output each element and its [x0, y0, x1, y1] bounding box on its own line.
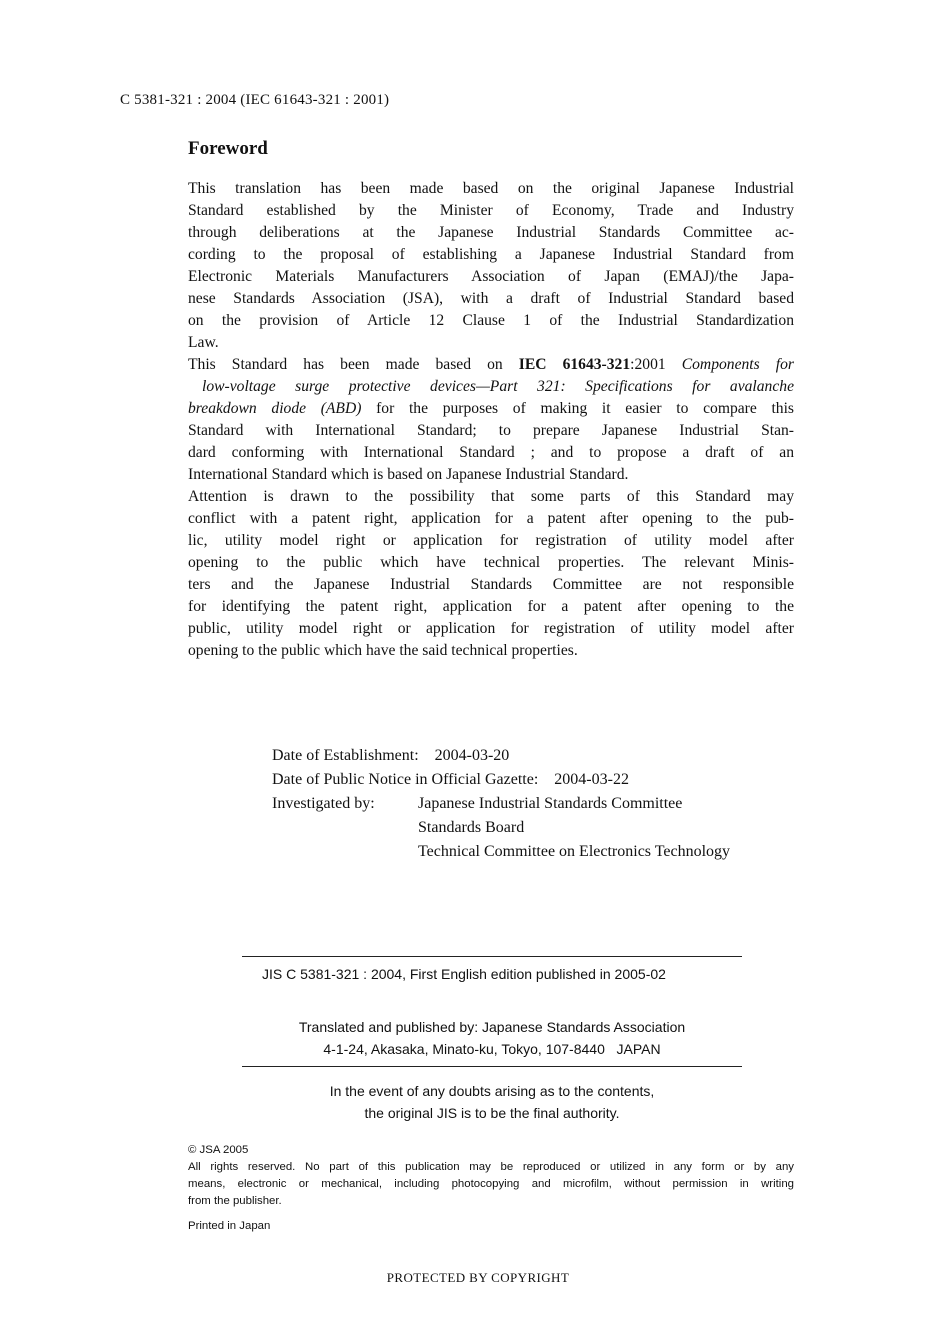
iec-title: low-voltage surge protective devices—Part 321: Specifications for avalanche: [202, 378, 794, 395]
investigated-by-row: [272, 792, 730, 816]
investigated-by-value: Standards Board: [418, 819, 525, 836]
foreword-p3-line: opening to the public which have the said technical properties.: [188, 642, 578, 659]
iec-year: :2001: [630, 356, 682, 373]
investigated-by-label: Investigated by:: [272, 795, 375, 812]
foreword-p3-line: ters and the Japanese Industrial Standards Committee are not responsible: [188, 576, 794, 593]
notice-line: In the event of any doubts arising as to the contents,: [329, 1083, 655, 1099]
foreword-p3-line: conflict with a patent right, application for a patent after opening to the pub-: [188, 510, 794, 527]
foreword-p2-text: for the purposes of making it easier to compare this: [361, 400, 795, 417]
gazette-date-row: [272, 768, 730, 792]
divider: [242, 1066, 742, 1067]
foreword-p3-line: public, utility model right or application for registration of utility model after: [188, 620, 794, 637]
copyright-holder: © JSA 2005: [188, 1144, 249, 1156]
foreword-p3-line: lic, utility model right or application for registration of utility model after: [188, 532, 794, 549]
foreword-title: Foreword: [188, 138, 268, 159]
foreword-p3-line: opening to the public which have technical properties. The relevant Minis-: [188, 554, 794, 571]
document-id: C 5381-321 : 2004 (IEC 61643-321 : 2001): [120, 92, 390, 108]
investigated-by-value: Technical Committee on Electronics Technology: [418, 843, 731, 860]
gazette-date-label: Date of Public Notice in Official Gazette:: [272, 771, 539, 788]
foreword-p1-line: on the provision of Article 12 Clause 1 of the Industrial Standardization: [188, 312, 794, 329]
establishment-date-value: 2004-03-20: [434, 747, 510, 764]
foreword-body: [188, 178, 794, 662]
publisher-info: [242, 1016, 742, 1060]
foreword-p1-line: Law.: [188, 334, 219, 351]
iec-reference: IEC 61643-321: [518, 356, 631, 373]
notice-line: the original JIS is to be the final authority.: [364, 1105, 620, 1121]
protected-notice: PROTECTED BY COPYRIGHT: [386, 1270, 570, 1285]
publisher-address: 4-1-24, Akasaka, Minato-ku, Tokyo, 107-8440 JAPAN: [323, 1041, 661, 1057]
authority-notice: [242, 1080, 742, 1124]
establishment-date-row: [272, 744, 730, 768]
investigated-by-row: [272, 840, 730, 864]
foreword-p2-line: dard conforming with International Standard ; and to propose a draft of an: [188, 444, 794, 461]
foreword-p1-line: Standard established by the Minister of Economy, Trade and Industry: [188, 202, 794, 219]
copyright-line: means, electronic or mechanical, including photocopying and microfilm, without permission in writing: [188, 1178, 794, 1190]
copyright-block: [188, 1142, 794, 1210]
foreword-p2-line: International Standard which is based on Japanese Industrial Standard.: [188, 466, 629, 483]
copyright-line: All rights reserved. No part of this publication may be reproduced or utilized in any form or by any: [188, 1161, 794, 1173]
iec-title: breakdown diode (ABD): [188, 400, 362, 417]
foreword-p1-line: cording to the proposal of establishing a Japanese Industrial Standard from: [188, 246, 794, 263]
foreword-p1-line: nese Standards Association (JSA), with a draft of Industrial Standard based: [188, 290, 794, 307]
foreword-p2-line: Standard with International Standard; to prepare Japanese Industrial Stan-: [188, 422, 794, 439]
investigated-by-row: [272, 816, 730, 840]
gazette-date-value: 2004-03-22: [554, 771, 629, 788]
establishment-info: [272, 744, 730, 864]
foreword-p1-line: This translation has been made based on the original Japanese Industrial: [188, 180, 794, 197]
edition-info: JIS C 5381-321 : 2004, First English edition published in 2005-02: [262, 966, 666, 982]
foreword-p1-line: Electronic Materials Manufacturers Association of Japan (EMAJ)/the Japa-: [188, 268, 794, 285]
publisher-line: Translated and published by: Japanese Standards Association: [298, 1019, 686, 1035]
foreword-p2-line: [188, 354, 794, 376]
printed-in: Printed in Japan: [188, 1220, 271, 1232]
foreword-p2-line: [188, 376, 794, 398]
foreword-p2-line: [188, 398, 794, 420]
foreword-p3-line: for identifying the patent right, application for a patent after opening to the: [188, 598, 794, 615]
establishment-date-label: Date of Establishment:: [272, 747, 419, 764]
foreword-p2-text: This Standard has been made based on: [188, 356, 519, 373]
iec-title: Components for: [681, 356, 794, 373]
copyright-line: from the publisher.: [188, 1195, 282, 1207]
foreword-p3-line: Attention is drawn to the possibility that some parts of this Standard may: [188, 488, 794, 505]
divider: [242, 956, 742, 957]
foreword-p1-line: through deliberations at the Japanese Industrial Standards Committee ac-: [188, 224, 794, 241]
investigated-by-value: Japanese Industrial Standards Committee: [418, 795, 683, 812]
